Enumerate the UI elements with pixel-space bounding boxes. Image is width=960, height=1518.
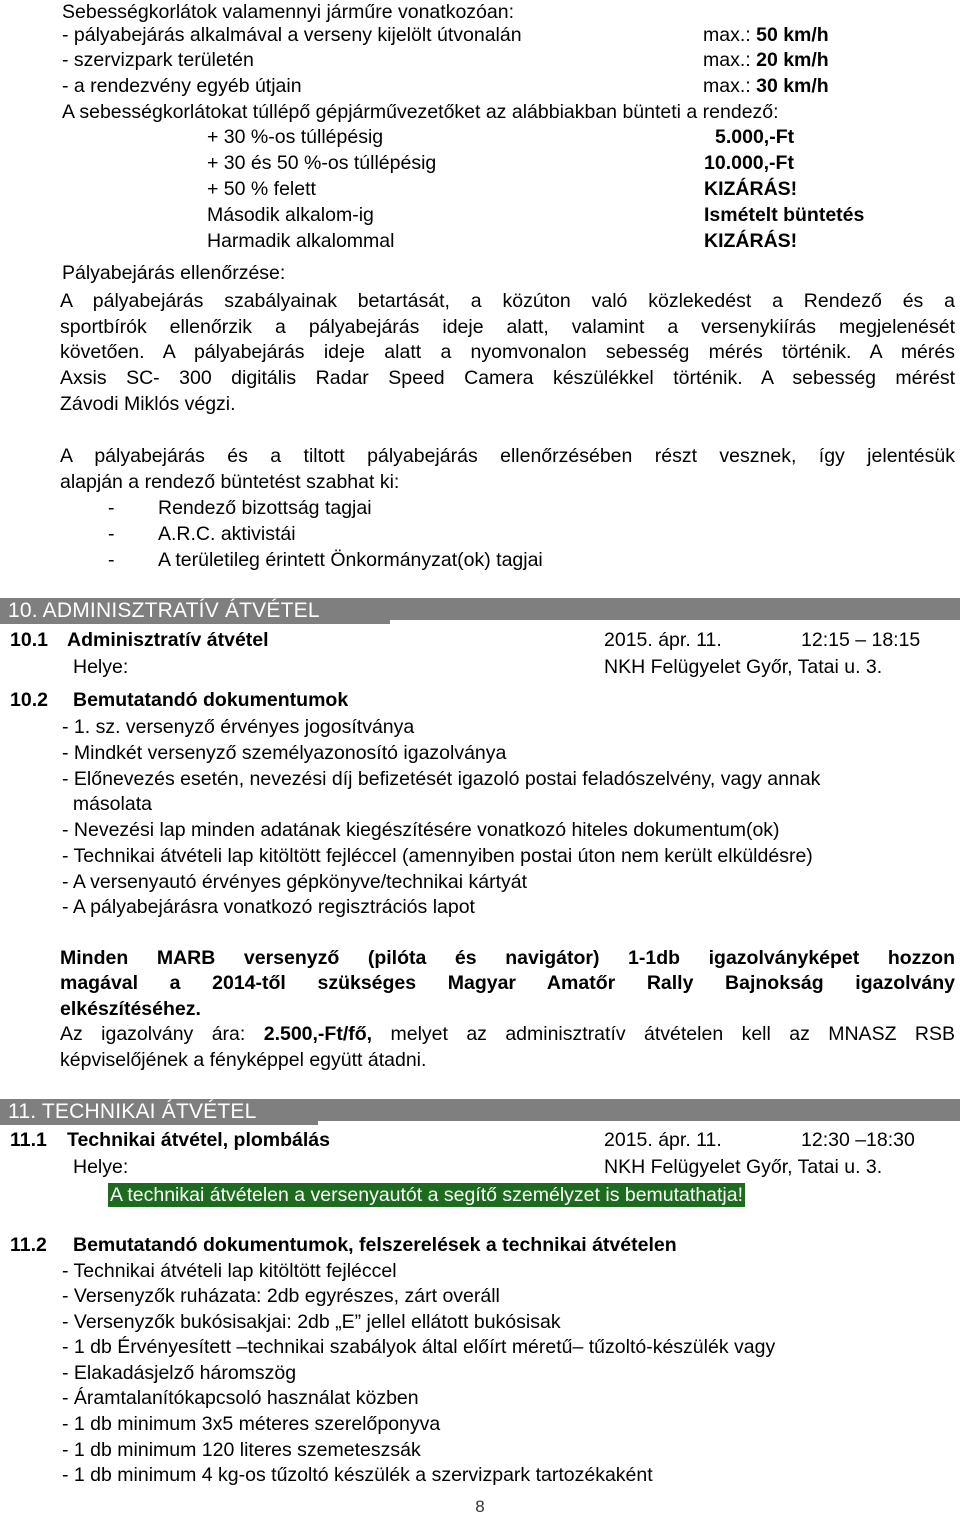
control-line: sportbírók ellenőrzik a pályabejárás ideje alatt, valamint a versenykiírás megjelenését — [60, 316, 955, 338]
section-10-title: 10. ADMINISZTRATÍV ÁTVÉTEL — [8, 599, 320, 622]
control-list-item: Rendező bizottság tagjai — [158, 497, 372, 519]
equip-item: - Technikai átvételi lap kitöltött fejléccel — [62, 1260, 397, 1282]
control-para2-last: alapján a rendező büntetést szabhat ki: — [60, 471, 400, 493]
section-10-header — [0, 598, 960, 624]
marb-line: magával a 2014-től szükséges Magyar Amatőr Rally Bajnokság igazolvány — [60, 972, 955, 994]
penalty-label: Harmadik alkalommal — [207, 230, 395, 252]
doc-item: - Technikai átvételi lap kitöltött fejléccel (amennyiben postai úton nem került elküldésre) — [62, 845, 813, 867]
control-list-item: A területileg érintett Önkormányzat(ok) tagjai — [158, 549, 543, 571]
penalty-label: + 30 %-os túllépésig — [207, 126, 384, 148]
penalty-value: Ismételt büntetés — [704, 204, 865, 226]
highlight-note: A technikai átvételen a versenyautót a segítő személyzet is bemutathatja! — [110, 1184, 744, 1206]
speed-row-label: - a rendezvény egyéb útjain — [62, 75, 302, 97]
penalty-value: KIZÁRÁS! — [704, 230, 798, 252]
sub-10-2-num: 10.2 — [10, 689, 48, 711]
speed-row-value: max.: 30 km/h — [703, 75, 829, 97]
list-dash: - — [108, 549, 115, 571]
equip-item: - Elakadásjelző háromszög — [62, 1362, 297, 1384]
sub-10-1-time: 12:15 – 18:15 — [801, 629, 921, 651]
control-heading: Pályabejárás ellenőrzése: — [62, 262, 286, 284]
sub-11-1-title: Technikai átvétel, plombálás — [67, 1129, 330, 1151]
sub-11-1-time: 12:30 –18:30 — [801, 1129, 915, 1151]
sub-10-2-title: Bemutatandó dokumentumok — [73, 689, 349, 711]
sub-11-1-place-label: Helye: — [73, 1156, 129, 1178]
doc-item: - Előnevezés esetén, nevezési díj befizetését igazoló postai feladószelvény, vagy annak — [62, 768, 821, 790]
equip-item: - 1 db minimum 120 literes szemeteszsák — [62, 1439, 421, 1461]
doc-item: másolata — [62, 793, 152, 815]
marb-line: Minden MARB versenyző (pilóta és navigátor) 1-1db igazolványképet hozzon — [60, 947, 955, 969]
doc-item: - Nevezési lap minden adatának kiegészítésére vonatkozó hiteles dokumentum(ok) — [62, 819, 780, 841]
doc-item: - 1. sz. versenyző érvényes jogosítványa — [62, 716, 415, 738]
penalty-value: 5.000,-Ft — [715, 126, 795, 148]
control-line: A pályabejárás szabályainak betartását, a közúton való közlekedést a Rendező és a — [60, 290, 955, 312]
penalty-value: KIZÁRÁS! — [704, 178, 798, 200]
list-dash: - — [108, 497, 115, 519]
section-11-title: 11. TECHNIKAI ÁTVÉTEL — [8, 1100, 257, 1123]
sub-11-1-num: 11.1 — [10, 1129, 47, 1151]
speed-row-value: max.: 50 km/h — [703, 24, 829, 46]
control-para2-line: A pályabejárás és a tiltott pályabejárás ellenőrzésében részt vesznek, így jelentésük — [60, 445, 955, 467]
penalty-label: + 50 % felett — [207, 178, 316, 200]
speed-row-value: max.: 20 km/h — [703, 49, 829, 71]
list-dash: - — [108, 523, 115, 545]
doc-item: - A versenyautó érvényes gépkönyve/technikai kártyát — [62, 871, 528, 893]
page-number: 8 — [475, 1497, 485, 1516]
control-line: Axsis SC- 300 digitális Radar Speed Camera készülékkel történik. A sebesség mérést — [60, 367, 955, 389]
speed-row-label: - szervizpark területén — [62, 49, 254, 71]
doc-item: - Mindkét versenyző személyazonosító igazolványa — [62, 742, 507, 764]
section-11-header — [0, 1099, 960, 1125]
doc-item: - A pályabejárásra vonatkozó regisztrációs lapot — [62, 896, 475, 918]
sub-11-1-date: 2015. ápr. 11. — [604, 1129, 722, 1151]
control-last-line: Závodi Miklós végzi. — [60, 393, 236, 415]
speed-heading: Sebességkorlátok valamennyi járműre vonatkozóan: — [62, 1, 514, 23]
equip-item: - Versenyzők bukósisakjai: 2db „E” jellel ellátott bukósisak — [62, 1311, 561, 1333]
control-line: követően. A pályabejárás ideje alatt a nyomvonalon sebesség mérés történik. A mérés — [60, 341, 955, 363]
equip-item: - 1 db minimum 4 kg-os tűzoltó készülék a szervizpark tartozékaként — [62, 1464, 653, 1486]
price-last: képviselőjének a fényképpel együtt átadni. — [60, 1049, 427, 1071]
equip-item: - Versenyzők ruházata: 2db egyrészes, zárt overáll — [62, 1285, 500, 1307]
equip-item: - 1 db minimum 3x5 méteres szerelőponyva — [62, 1413, 441, 1435]
equip-item: - 1 db Érvényesített –technikai szabályok által előírt méretű– tűzoltó-készülék vagy — [62, 1336, 776, 1358]
sub-10-1-num: 10.1 — [10, 629, 48, 651]
sub-11-1-place: NKH Felügyelet Győr, Tatai u. 3. — [604, 1156, 883, 1178]
price-line: Az igazolvány ára: 2.500,-Ft/fő, melyet az adminisztratív átvételen kell az MNASZ RSB — [60, 1023, 955, 1045]
penalty-label: + 30 és 50 %-os túllépésig — [207, 152, 437, 174]
sub-11-2-num: 11.2 — [10, 1234, 47, 1256]
penalty-label: Második alkalom-ig — [207, 204, 374, 226]
speed-row-label: - pályabejárás alkalmával a verseny kijelölt útvonalán — [62, 24, 522, 46]
marb-last: elkészítéséhez. — [60, 998, 201, 1020]
sub-10-1-place: NKH Felügyelet Győr, Tatai u. 3. — [604, 656, 883, 678]
sub-10-1-place-label: Helye: — [73, 656, 129, 678]
sub-10-1-title: Adminisztratív átvétel — [67, 629, 269, 651]
sub-11-2-title: Bemutatandó dokumentumok, felszerelések a technikai átvételen — [73, 1234, 677, 1256]
sub-10-1-date: 2015. ápr. 11. — [604, 629, 722, 651]
equip-item: - Áramtalanítókapcsoló használat közben — [62, 1387, 419, 1409]
control-list-item: A.R.C. aktivistái — [158, 523, 296, 545]
penalty-value: 10.000,-Ft — [704, 152, 794, 174]
penalty-intro: A sebességkorlátokat túllépő gépjárművezetőket az alábbiakban bünteti a rendező: — [62, 101, 779, 123]
